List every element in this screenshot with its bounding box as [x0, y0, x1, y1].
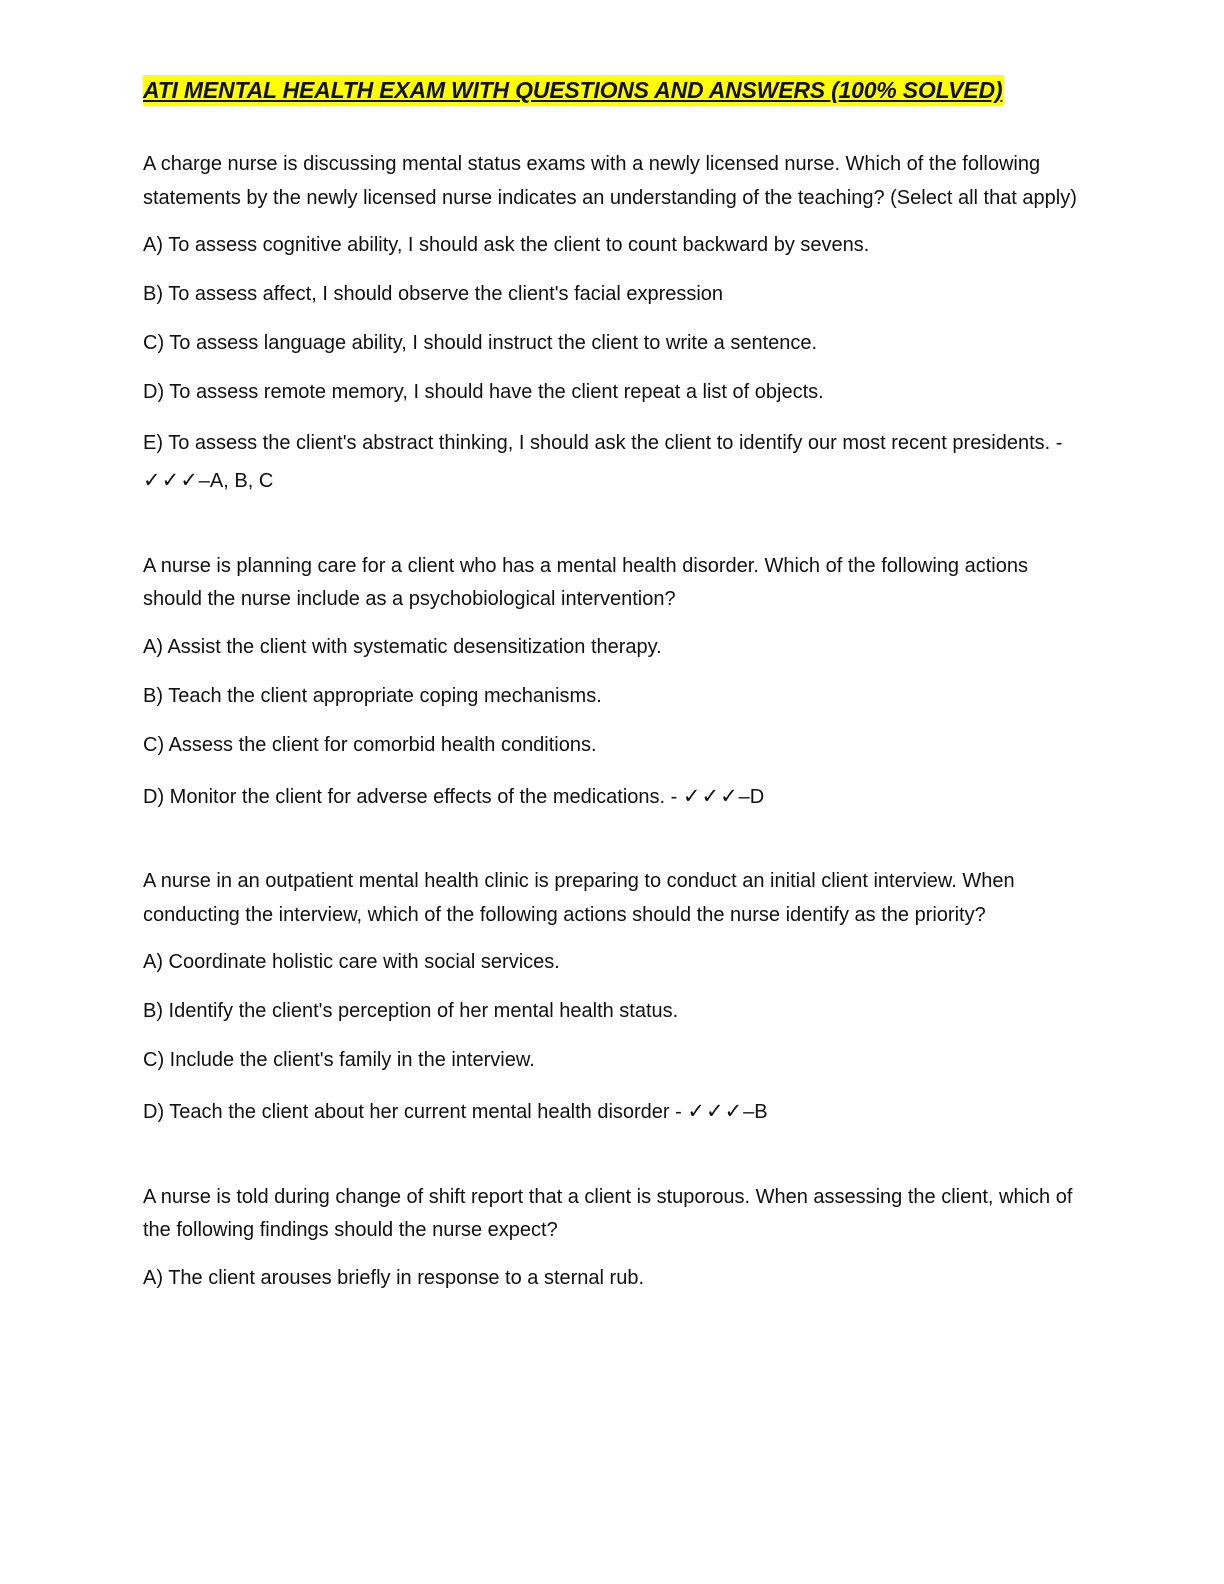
correct-answer: –A, B, C: [198, 470, 274, 492]
answer-option: C) To assess language ability, I should instruct the client to write a sentence.: [143, 332, 818, 354]
answer-option-with-key: [143, 425, 1083, 500]
section-gap: [143, 1147, 1083, 1181]
answer-option-with-key: [143, 778, 1083, 816]
answer-option: C) Include the client's family in the interview.: [143, 1049, 535, 1071]
question-stem: A nurse is told during change of shift report that a client is stuporous. When assessing the client, which of the following findings should the nurse expect?: [143, 1185, 1073, 1241]
checkmark-icon: ✓✓✓: [682, 783, 739, 808]
correct-answer: –D: [738, 785, 765, 808]
answer-option: B) Identify the client's perception of her mental health status.: [143, 1000, 679, 1022]
answer-option-text: E) To assess the client's abstract thinking, I should ask the client to identify our most recent presidents. -: [143, 432, 1063, 454]
document-page: [143, 72, 1083, 1311]
question-stem: A nurse is planning care for a client who has a mental health disorder. Which of the following actions should the nurse include as a psychobiological intervention?: [143, 554, 1028, 610]
answer-option: A) To assess cognitive ability, I should ask the client to count backward by sevens.: [143, 234, 870, 256]
correct-answer: –B: [743, 1101, 768, 1123]
question-stem: A nurse in an outpatient mental health clinic is preparing to conduct an initial client interview. When conducting the interview, which of the following actions should the nurse identify as the priority?: [143, 870, 1015, 926]
answer-option-text: D) Monitor the client for adverse effects of the medications. -: [143, 785, 683, 808]
question-block: [143, 148, 1083, 500]
question-stem: A charge nurse is discussing mental status exams with a newly licensed nurse. Which of the following statements by the newly licensed nurse indicates an understanding of the teaching? (Select all that apply): [143, 153, 1077, 209]
answer-option: A) Coordinate holistic care with social services.: [143, 951, 560, 973]
answer-option-text: D) Teach the client about her current mental health disorder -: [143, 1101, 688, 1123]
answer-option: A) Assist the client with systematic desensitization therapy.: [143, 635, 662, 658]
answer-option: C) Assess the client for comorbid health conditions.: [143, 733, 597, 756]
question-block: [143, 1181, 1083, 1296]
answer-option-with-key: [143, 1093, 1083, 1131]
answer-option: A) The client arouses briefly in response to a sternal rub.: [143, 1266, 644, 1289]
answer-option: D) To assess remote memory, I should have the client repeat a list of objects.: [143, 381, 824, 403]
document-title: ATI MENTAL HEALTH EXAM WITH QUESTIONS AND ANSWERS (100% SOLVED): [143, 75, 1004, 106]
question-block: [143, 550, 1083, 816]
answer-option: B) To assess affect, I should observe the client's facial expression: [143, 283, 724, 305]
section-gap: [143, 831, 1083, 865]
section-gap: [143, 516, 1083, 550]
checkmark-icon: ✓✓✓: [143, 468, 199, 492]
answer-option: B) Teach the client appropriate coping mechanisms.: [143, 684, 602, 707]
question-block: [143, 865, 1083, 1131]
checkmark-icon: ✓✓✓: [687, 1099, 744, 1123]
